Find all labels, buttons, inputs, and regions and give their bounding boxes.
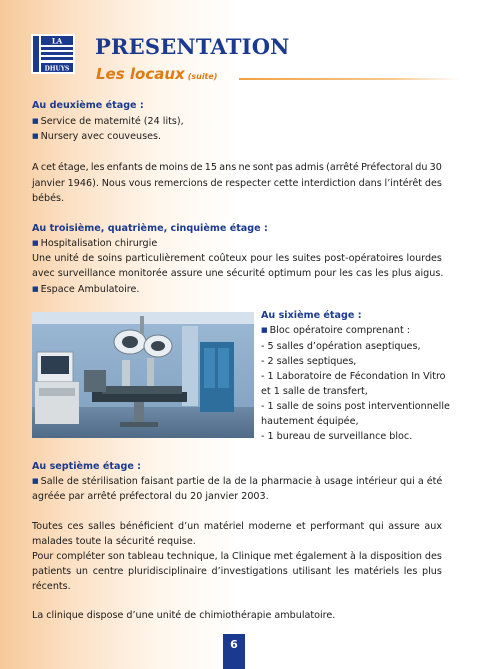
- list-item: - 2 salles septiques,: [261, 356, 357, 367]
- paragraph-line: A cet étage, les enfants de moins de 15 ans ne sont pas admis (arrêté Préfectoral du 30: [32, 162, 442, 173]
- paragraph-line: patients un centre pluridisciplinaire d’investigations utilisant les matériels les plus: [32, 566, 442, 577]
- bullet-icon: ■: [32, 477, 39, 485]
- bullet-icon: ■: [261, 326, 268, 334]
- svg-text:LA: LA: [51, 36, 63, 46]
- list-item: - 1 salle de soins post interventionnelle: [261, 401, 450, 412]
- paragraph-line: Une unité de soins particulièrement coûteux pour les suites post-opératoires lourdes: [32, 253, 442, 264]
- section-subtitle-suffix: (suite): [187, 72, 218, 81]
- operating-room-photo: [32, 312, 254, 438]
- clinic-logo: [31, 34, 75, 74]
- heading-sixieme: Au sixième étage :: [261, 310, 362, 321]
- heading-deuxieme: Au deuxième étage :: [32, 100, 144, 111]
- paragraph-line: Toutes ces salles bénéficient d’un matériel moderne et performant qui assure aux: [32, 521, 442, 532]
- bullet-icon: ■: [32, 117, 39, 125]
- paragraph-line: janvier 1946). Nous vous remercions de respecter cette interdiction dans l’intérêt des: [32, 178, 442, 189]
- paragraph-line: Pour compléter son tableau technique, la Clinique met également à la disposition des: [32, 551, 442, 562]
- subtitle-row: [96, 64, 217, 83]
- list-item: ■ Bloc opératoire comprenant :: [261, 325, 411, 336]
- heading-septieme: Au septième étage :: [32, 461, 142, 472]
- bullet-icon: ■: [32, 239, 39, 247]
- paragraph-line: malades toute la sécurité requise.: [32, 536, 196, 547]
- list-item: et 1 salle de transfert,: [261, 386, 368, 397]
- svg-text:DHUYS: DHUYS: [44, 65, 70, 73]
- list-item: - 1 bureau de surveillance bloc.: [261, 431, 413, 442]
- list-item: ■ Service de matemité (24 lits),: [32, 116, 184, 127]
- section-subtitle: Les locaux: [96, 65, 185, 83]
- heading-troisieme: Au troisième, quatrième, cinquième étage :: [32, 223, 268, 234]
- list-item: hautement équipée,: [261, 416, 359, 427]
- bullet-icon: ■: [32, 132, 39, 140]
- page-title: PRESENTATION: [95, 34, 290, 59]
- list-item: ■ Nursery avec couveuses.: [32, 131, 162, 142]
- list-item: ■ Salle de stérilisation faisant partie de la de la pharmacie à usage intérieur qui a été: [32, 476, 443, 487]
- paragraph-line: avec surveillance monitorée assure une sécurité optimum pour les cas les plus aigus.: [32, 268, 444, 279]
- page-number-tab: [223, 634, 245, 669]
- list-item: - 1 Laboratoire de Fécondation In Vitro: [261, 371, 446, 382]
- paragraph-line: agréée par arrêté préfectoral du 20 janvier 2003.: [32, 491, 269, 502]
- list-item: ■ Espace Ambulatoire.: [32, 284, 140, 295]
- paragraph-line: La clinique dispose d’une unité de chimiothérapie ambulatoire.: [32, 610, 336, 621]
- subtitle-rule: [239, 78, 461, 80]
- page-number: 6: [230, 638, 238, 651]
- list-item: - 5 salles d’opération aseptiques,: [261, 341, 421, 352]
- list-item: ■ Hospitalisation chirurgie: [32, 238, 158, 249]
- bullet-icon: ■: [32, 285, 39, 293]
- paragraph-line: bébés.: [32, 193, 65, 204]
- paragraph-line: récents.: [32, 581, 71, 592]
